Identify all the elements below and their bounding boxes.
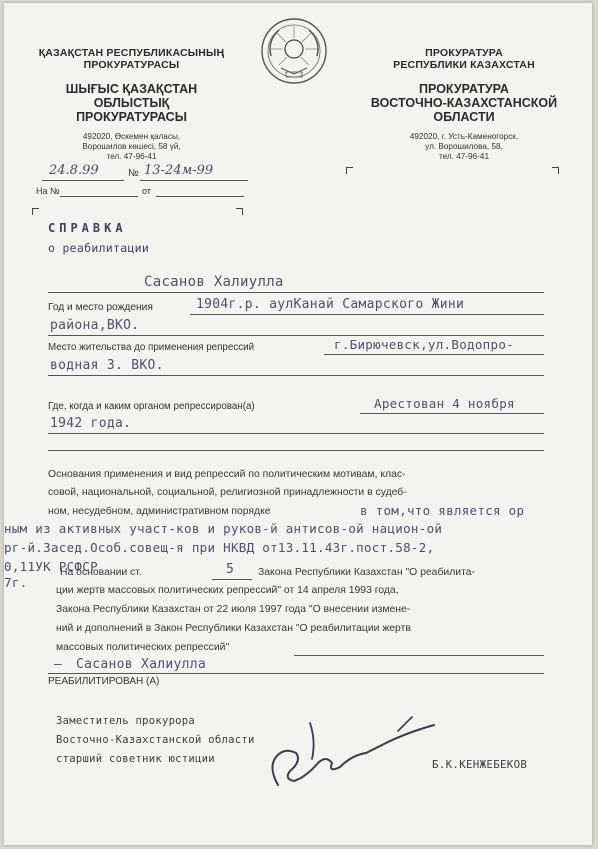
- birth-value-1: 1904г.р. аулКанай Самарского Жини: [196, 297, 465, 312]
- basis-line-1: Закона Республики Казахстан "О реабилита-: [258, 567, 475, 578]
- repressed-underline-1: [360, 413, 544, 414]
- reply-from-underline: [156, 196, 244, 197]
- kz-address-line-1: 492020, Өскемен қаласы,: [82, 132, 181, 141]
- reg-number-label: №: [128, 168, 139, 179]
- ru-address-line-3: тел. 47-96-41: [438, 152, 490, 161]
- residence-underline-1: [324, 354, 544, 355]
- grounds-line-3-typed: в том,что является ор: [360, 503, 525, 518]
- kz-address-line-3: тел. 47-96-41: [106, 152, 157, 161]
- basis-article-underline: [212, 579, 252, 580]
- repressed-underline-2: [48, 433, 544, 434]
- ru-region-line-1: ПРОКУРАТУРА: [419, 82, 509, 96]
- repressed-value-1: Арестован 4 ноября: [374, 396, 515, 411]
- birth-underline-2: [48, 335, 544, 336]
- signer-title-1: Заместитель прокурора: [56, 715, 196, 727]
- birth-underline-1: [190, 314, 544, 315]
- person-name-underline: [48, 292, 544, 293]
- document-title: СПРАВКА: [48, 221, 127, 235]
- kz-region-line-1: ШЫҒЫС ҚАЗАҚСТАН: [65, 82, 198, 96]
- residence-value-1: г.Бирючевск,ул.Водопро-: [334, 337, 514, 352]
- ru-org-line-1: ПРОКУРАТУРА: [425, 47, 503, 59]
- kz-region-line-2: ОБЛЫСТЫҚ: [93, 96, 170, 110]
- person-name: Сасанов Халиулла: [144, 274, 284, 290]
- kz-region-line-3: ПРОКУРАТУРАСЫ: [76, 110, 187, 124]
- basis-line-5: массовых политических репрессий": [56, 642, 230, 653]
- reg-date-underline: [42, 180, 124, 181]
- reply-to-underline: [60, 196, 138, 197]
- basis-article: 5: [226, 562, 235, 577]
- document-page: [4, 3, 592, 845]
- birth-value-2: района,ВКО.: [50, 318, 140, 333]
- reg-date: 24.8.99: [49, 163, 99, 178]
- grounds-line-1: Основания применения и вид репрессий по политическим мотивам, клас-: [48, 469, 406, 480]
- rehab-name: Сасанов Халиулла: [76, 657, 207, 672]
- reg-number-underline: [140, 180, 248, 181]
- ru-address-line-1: 492020, г. Усть-Каменогорск,: [409, 132, 519, 141]
- basis-line-2: ции жертв массовых политических репрессий" от 14 апреля 1993 года,: [56, 585, 399, 596]
- ru-address-line-2: ул. Ворошилова, 58,: [425, 142, 503, 151]
- kz-org-line-2: ПРОКУРАТУРАСЫ: [83, 59, 180, 71]
- corner-mark: [32, 208, 39, 215]
- basis-underline: [294, 655, 544, 656]
- grounds-line-2: совой, национальной, социальной, религиозной принадлежности в судеб-: [48, 487, 407, 498]
- corner-mark: [552, 167, 559, 174]
- document-subtitle: о реабилитации: [48, 241, 150, 255]
- ru-region-line-2: ВОСТОЧНО-КАЗАХСТАНСКОЙ: [370, 96, 558, 110]
- repressed-underline-3: [48, 450, 544, 451]
- rehab-label: РЕАБИЛИТИРОВАН (А): [48, 676, 160, 687]
- kz-address-line-2: Ворошилов көшесі, 58 үй,: [82, 142, 181, 151]
- reg-number: 13-24м-99: [144, 163, 214, 178]
- grounds-typed-1: ным из активных участ-ков и руков-й антисов-ой национ-ой: [4, 521, 443, 536]
- kz-org-line-1: ҚАЗАҚСТАН РЕСПУБЛИКАСЫНЫҢ: [38, 47, 225, 59]
- ru-region-line-3: ОБЛАСТИ: [433, 110, 495, 124]
- corner-mark: [346, 167, 353, 174]
- residence-value-2: водная 3. ВКО.: [50, 358, 164, 373]
- signer-title-3: старший советник юстиции: [56, 753, 215, 765]
- repressed-label: Где, когда и каким органом репрессирован(а): [48, 401, 255, 412]
- birth-label: Год и место рождения: [48, 302, 153, 313]
- handwritten-signature: [266, 715, 441, 790]
- signer-title-2: Восточно-Казахстанской области: [56, 734, 255, 746]
- corner-mark: [236, 208, 243, 215]
- reply-from-label: от: [142, 186, 151, 196]
- basis-line-4: ний и дополнений в Закон Республики Казахстан "О реабилитации жертв: [56, 623, 411, 634]
- grounds-typed-2: рг-й.Засед.Особ.совещ-я при НКВД от13.11.43г.пост.58-2,: [4, 540, 435, 555]
- ru-org-line-2: РЕСПУБЛИКИ КАЗАХСТАН: [393, 59, 535, 71]
- grounds-typed-3: 0,11УК РСФСР: [4, 559, 98, 574]
- residence-label: Место жительства до применения репрессий: [48, 342, 255, 353]
- rehab-underline: [48, 673, 544, 674]
- repressed-value-2: 1942 года.: [50, 416, 132, 431]
- residence-underline-2: [48, 375, 544, 376]
- reply-to-label: На №: [36, 186, 60, 196]
- state-emblem-icon: [259, 16, 329, 86]
- grounds-line-3-printed: ном, несудебном, административном порядке: [48, 506, 271, 517]
- signer-name: Б.К.КЕНЖЕБЕКОВ: [432, 758, 528, 771]
- rehab-dash: –: [54, 657, 63, 672]
- basis-line-3: Закона Республики Казахстан от 22 июля 1997 года "О внесении измене-: [56, 604, 411, 615]
- basis-prefix: На основании ст.: [60, 567, 142, 578]
- grounds-typed-4: 7г.: [4, 575, 28, 590]
